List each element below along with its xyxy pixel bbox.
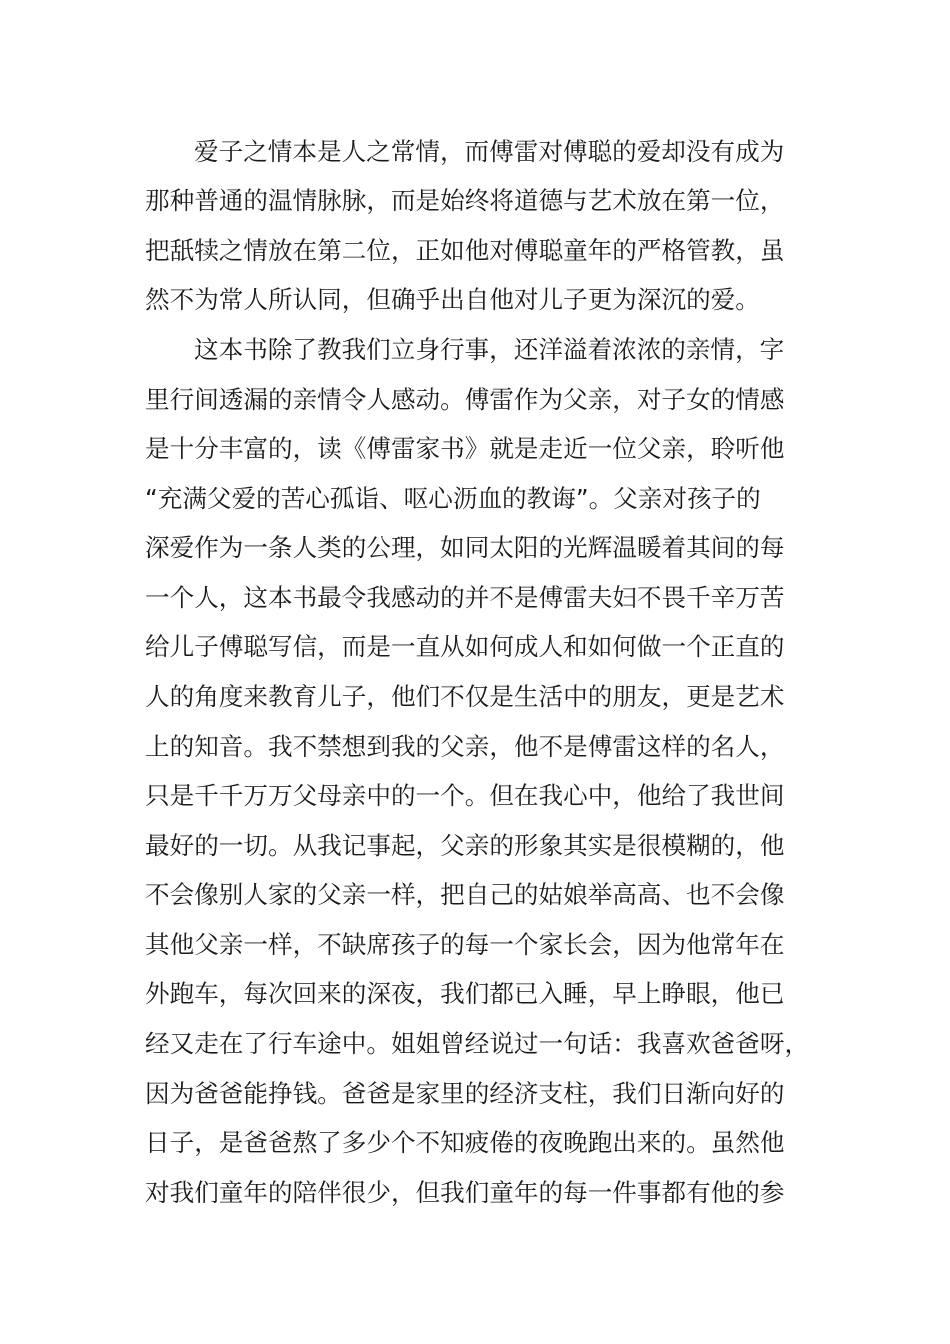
- paragraph-2-line-8: 人的角度来教育儿子，他们不仅是生活中的朋友，更是艺术: [145, 682, 785, 711]
- paragraph-2-line-15: 经又走在了行车途中。姐姐曾经说过一句话：我喜欢爸爸呀，: [145, 1029, 810, 1058]
- paragraph-1-line-4: 然不为常人所认同，但确乎出自他对儿子更为深沉的爱。: [145, 285, 760, 314]
- paragraph-2-line-2: 里行间透漏的亲情令人感动。傅雷作为父亲，对子女的情感: [145, 385, 785, 414]
- paragraph-2-line-3: 是十分丰富的，读《傅雷家书》就是走近一位父亲，聆听他: [145, 434, 785, 463]
- paragraph-1-line-2: 那种普通的温情脉脉，而是始终将道德与艺术放在第一位，: [145, 186, 785, 215]
- paragraph-2-line-10: 只是千千万万父母亲中的一个。但在我心中，他给了我世间: [145, 781, 785, 810]
- paragraph-1-line-1: 爱子之情本是人之常情，而傅雷对傅聪的爱却没有成为: [194, 137, 785, 166]
- paragraph-2-line-7: 给儿子傅聪写信，而是一直从如何成人和如何做一个正直的: [145, 632, 785, 661]
- paragraph-2-line-14: 外跑车，每次回来的深夜，我们都已入睡，早上睁眼，他已: [145, 979, 785, 1008]
- paragraph-2-line-9: 上的知音。我不禁想到我的父亲，他不是傅雷这样的名人，: [145, 732, 785, 761]
- paragraph-2-line-11: 最好的一切。从我记事起，父亲的形象其实是很模糊的，他: [145, 831, 785, 860]
- paragraph-2-line-6: 一个人，这本书最令我感动的并不是傅雷夫妇不畏千辛万苦: [145, 583, 785, 612]
- paragraph-2-line-13: 其他父亲一样，不缺席孩子的每一个家长会，因为他常年在: [145, 930, 785, 959]
- paragraph-2-line-18: 对我们童年的陪伴很少，但我们童年的每一件事都有他的参: [145, 1178, 785, 1207]
- paragraph-2-line-4: “充满父爱的苦心孤诣、呕心沥血的教诲”。父亲对孩子的: [145, 484, 761, 513]
- paragraph-2-line-5: 深爱作为一条人类的公理，如同太阳的光辉温暖着其间的每: [145, 533, 785, 562]
- paragraph-2-line-1: 这本书除了教我们立身行事，还洋溢着浓浓的亲情，字: [194, 335, 785, 364]
- paragraph-2-line-12: 不会像别人家的父亲一样，把自己的姑娘举高高、也不会像: [145, 880, 785, 909]
- paragraph-1-line-3: 把舐犊之情放在第二位，正如他对傅聪童年的严格管教，虽: [145, 236, 785, 265]
- paragraph-2-line-16: 因为爸爸能挣钱。爸爸是家里的经济支柱，我们日渐向好的: [145, 1079, 785, 1108]
- paragraph-2-line-17: 日子，是爸爸熬了多少个不知疲倦的夜晚跑出来的。虽然他: [145, 1128, 785, 1157]
